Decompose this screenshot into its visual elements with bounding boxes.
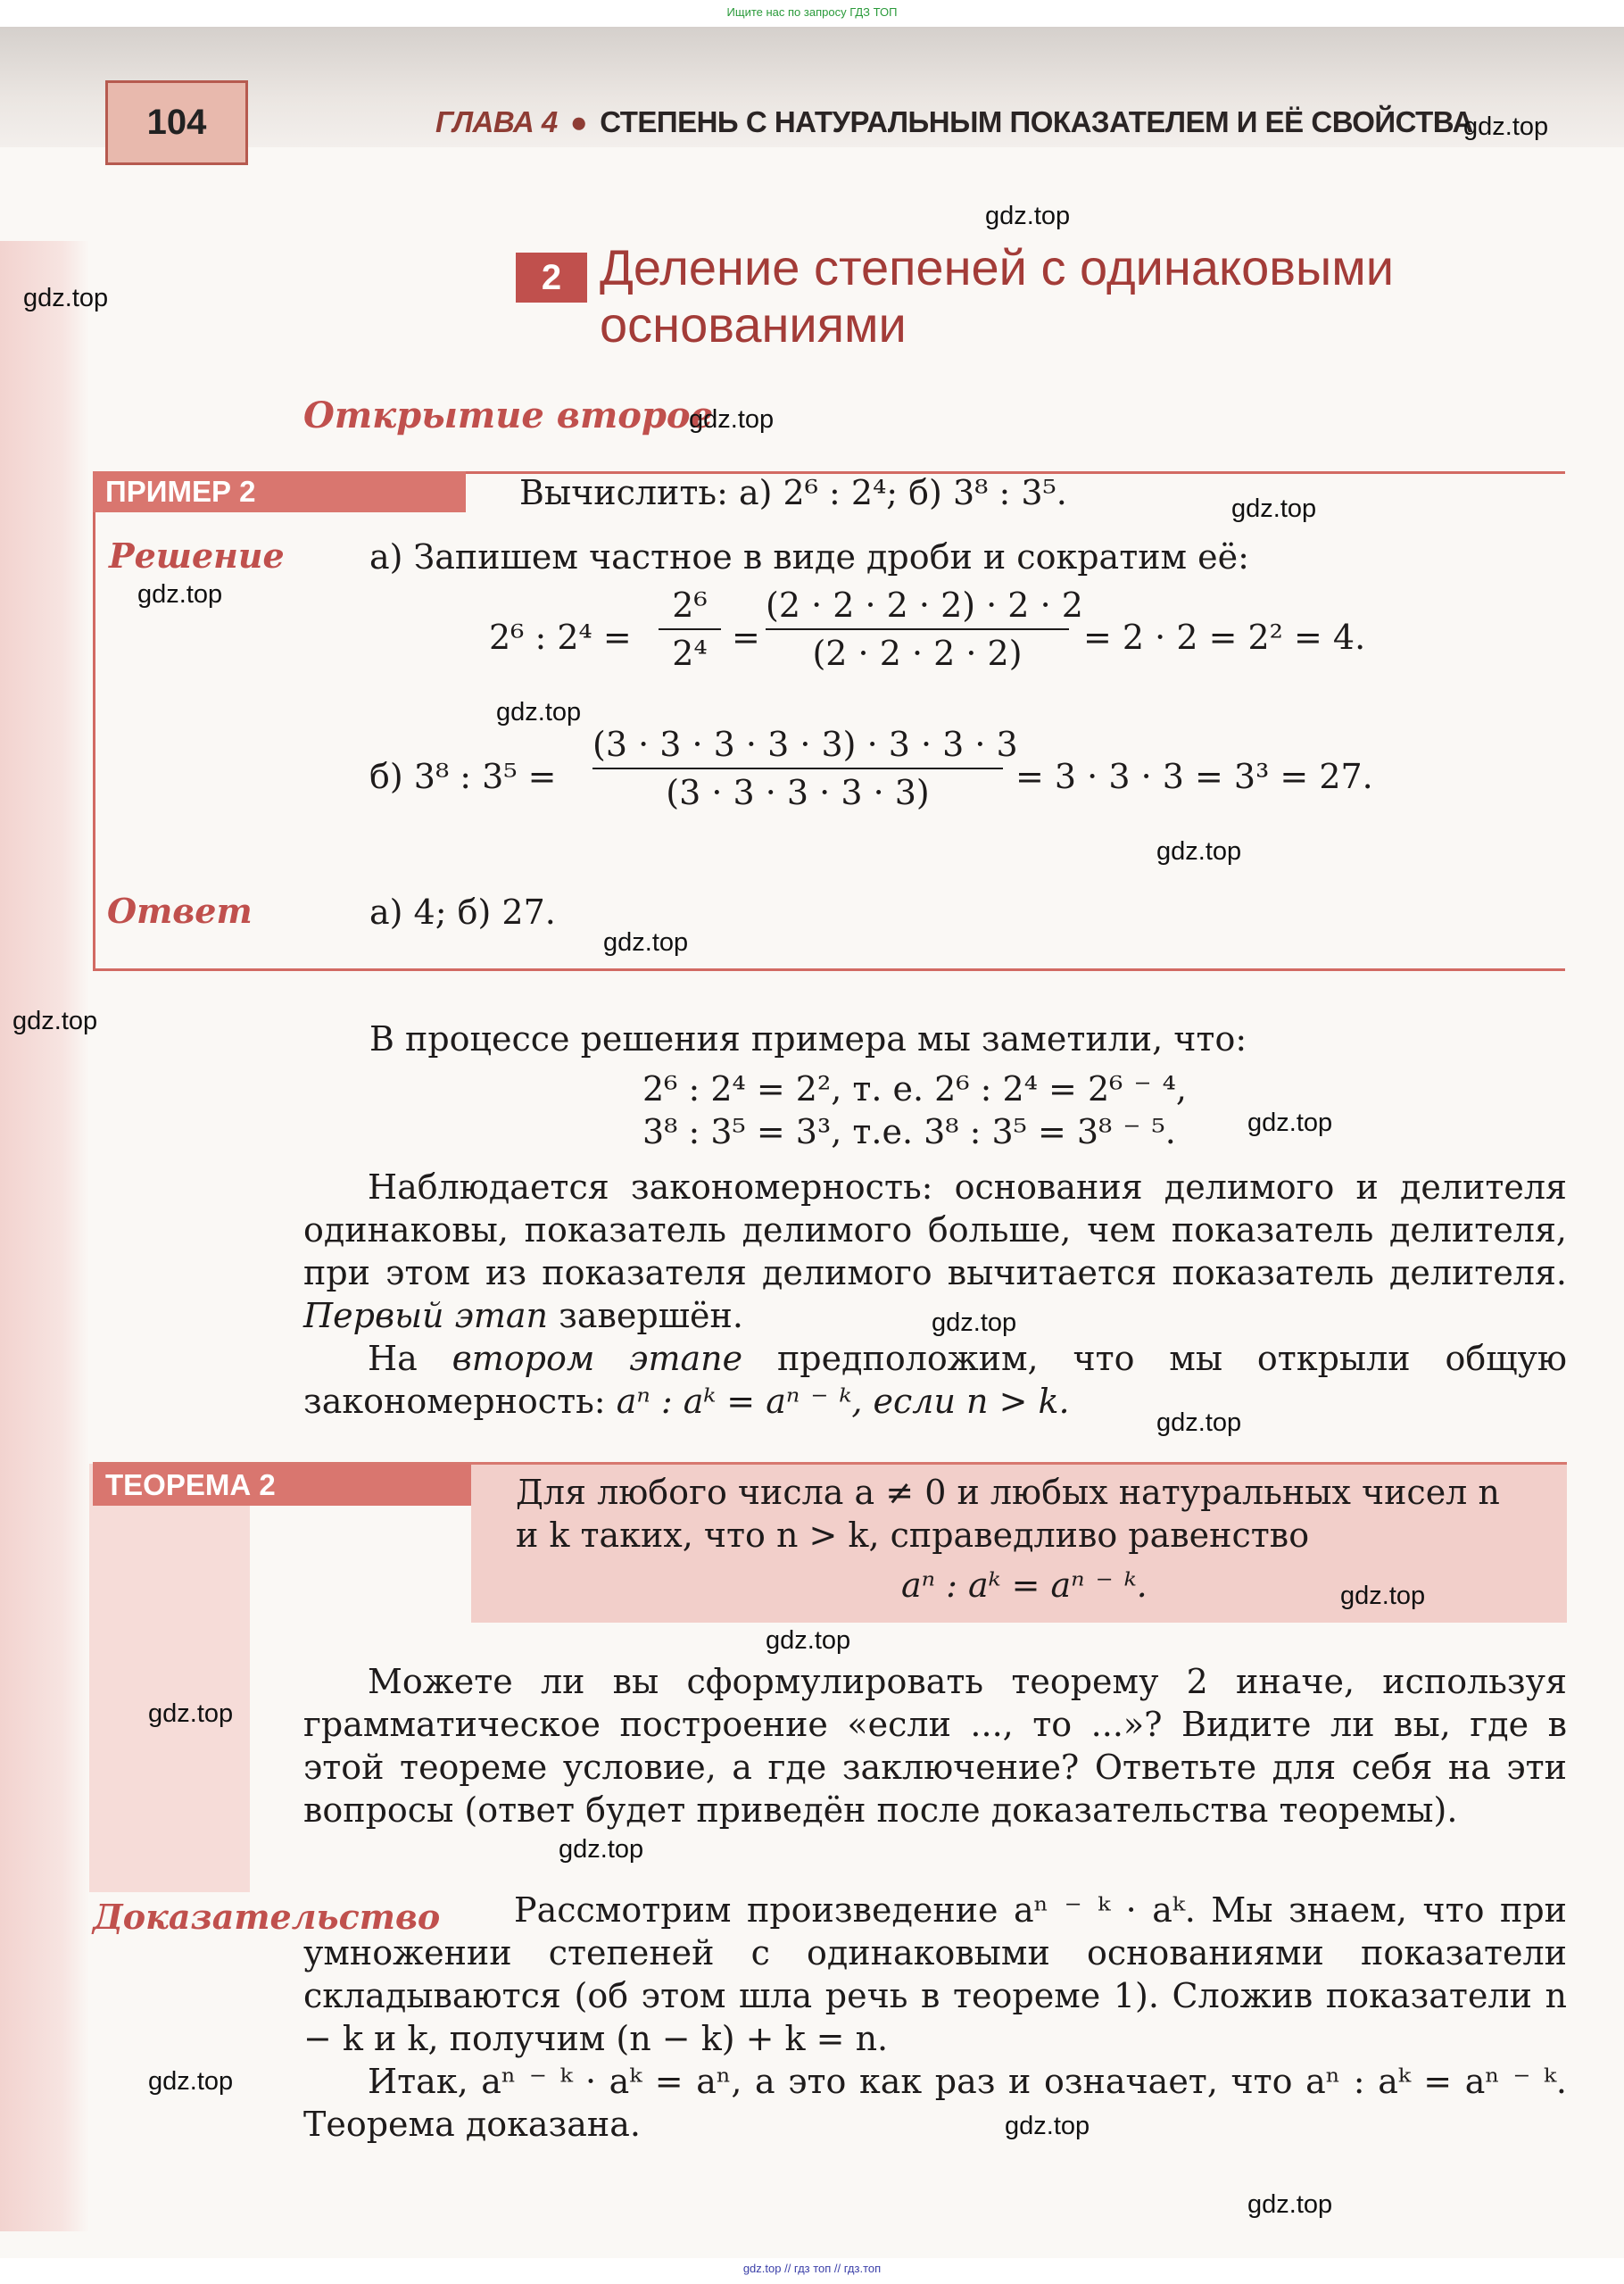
- watermark: gdz.top: [1005, 2112, 1090, 2140]
- question-paragraph: [303, 1660, 1567, 1831]
- watermark: gdz.top: [12, 1007, 98, 1035]
- watermark: gdz.top: [148, 2067, 234, 2096]
- section-subtitle: Открытие второе: [303, 395, 714, 436]
- answer-label: Ответ: [107, 891, 253, 931]
- equals-sign: =: [732, 618, 760, 657]
- watermark: gdz.top: [496, 698, 582, 727]
- paragraph2-start: На: [368, 1339, 418, 1378]
- eq-b-num: (3 · 3 · 3 · 3 · 3) · 3 · 3 · 3: [592, 725, 1018, 764]
- eq-a-left: 2⁶ : 2⁴ =: [489, 618, 632, 657]
- left-margin-strip: [0, 241, 89, 2231]
- watermark: gdz.top: [603, 928, 689, 957]
- watermark: gdz.top: [1340, 1582, 1426, 1610]
- paragraph1-italic: Первый этап: [303, 1296, 549, 1335]
- watermark: gdz.top: [1156, 1408, 1242, 1437]
- observation-line2: 3⁸ : 3⁵ = 3³, т.е. 3⁸ : 3⁵ = 3⁸ ⁻ ⁵.: [642, 1112, 1176, 1151]
- observation-line1: 2⁶ : 2⁴ = 2², т. е. 2⁶ : 2⁴ = 2⁶ ⁻ ⁴,: [642, 1069, 1187, 1109]
- watermark: gdz.top: [1247, 2190, 1333, 2219]
- theorem-tag: ТЕОРЕМА 2: [93, 1465, 471, 1506]
- eq-b-right: = 3 · 3 · 3 = 3³ = 27.: [1015, 757, 1373, 796]
- theorem-line1: Для любого числа a ≠ 0 и любых натуральных чисел n: [516, 1473, 1500, 1512]
- watermark: gdz.top: [689, 405, 775, 434]
- watermark: gdz.top: [932, 1308, 1017, 1337]
- paragraph2-formula: aⁿ : aᵏ = aⁿ ⁻ ᵏ, если n > k.: [616, 1382, 1070, 1421]
- section-title-line2: основаниями: [600, 296, 907, 353]
- proof-text2: Итак, aⁿ ⁻ ᵏ · aᵏ = aⁿ, а это как раз и означает, что aⁿ : aᵏ = aⁿ ⁻ ᵏ. Теорема доказана.: [303, 2062, 1567, 2144]
- paragraph1-end: завершён.: [559, 1296, 743, 1335]
- eq-a-frac1-den: 2⁴: [672, 634, 708, 673]
- watermark: gdz.top: [23, 284, 109, 312]
- solution-a-intro: а) Запишем частное в виде дроби и сократим её:: [369, 537, 1249, 577]
- proof-text1: Рассмотрим произведение aⁿ ⁻ ᵏ · aᵏ. Мы знаем, что при умножении степеней с одинаковыми основаниями показатели складываются (об этом шла речь в теореме 1). Сложив показатели n − k и k, получим (n − k) + k = n.: [303, 1890, 1567, 2058]
- section-title-line1: Деление степеней с одинаковыми: [600, 239, 1395, 295]
- observation-intro: В процессе решения примера мы заметили, что:: [369, 1019, 1247, 1059]
- left-margin-block: [89, 1464, 250, 1892]
- watermark: gdz.top: [985, 202, 1071, 230]
- eq-b-left: б) 3⁸ : 3⁵ =: [369, 757, 557, 796]
- eq-a-frac1-num: 2⁶: [672, 586, 708, 625]
- eq-a-right: = 2 · 2 = 2² = 4.: [1083, 618, 1366, 657]
- eq-a-fraction-1: [659, 586, 721, 673]
- eq-b-den: (3 · 3 · 3 · 3 · 3): [666, 773, 930, 812]
- page-number: 104: [105, 80, 248, 165]
- watermark: gdz.top: [1156, 837, 1242, 866]
- proof-paragraph-1: [303, 1889, 1567, 2060]
- eq-a-frac2-num: (2 · 2 · 2 · 2) · 2 · 2: [766, 586, 1083, 625]
- watermark: gdz.top: [1231, 494, 1317, 523]
- eq-b-fraction: [592, 725, 1018, 812]
- watermark: gdz.top: [766, 1626, 851, 1655]
- paragraph2-rest: предположим, что мы открыли общую закономерность:: [303, 1339, 1567, 1421]
- paragraph2-italic: втором этапе: [452, 1339, 743, 1378]
- answer-text: а) 4; б) 27.: [369, 893, 556, 932]
- section-number: 2: [516, 253, 587, 303]
- watermark: gdz.top: [1247, 1109, 1333, 1137]
- paragraph1-text: Наблюдается закономерность: основания делимого и делителя одинаковы, показатель делимого больше, чем показатель делителя, при этом из показателя делимого вычитается показатель делителя.: [303, 1167, 1567, 1292]
- chapter-header: [435, 105, 1473, 139]
- bottom-banner: gdz.top // гдз топ // гдз.топ: [742, 2262, 882, 2275]
- chapter-label: ГЛАВА 4: [435, 105, 558, 138]
- theorem-formula: aⁿ : aᵏ = aⁿ ⁻ ᵏ.: [901, 1566, 1148, 1605]
- watermark: gdz.top: [1463, 112, 1549, 141]
- eq-a-fraction-2: [766, 586, 1083, 673]
- chapter-title: СТЕПЕНЬ С НАТУРАЛЬНЫМ ПОКАЗАТЕЛЕМ И ЕЁ СВОЙСТВА: [600, 105, 1473, 138]
- section-title: [600, 239, 1581, 353]
- watermark: gdz.top: [559, 1835, 644, 1864]
- bullet-icon: ●: [569, 105, 588, 138]
- example-task: Вычислить: а) 2⁶ : 2⁴; б) 3⁸ : 3⁵.: [519, 473, 1067, 512]
- question-text: Можете ли вы сформулировать теорему 2 иначе, используя грамматическое построение «если ..., то ...»? Видите ли вы, где в этой теореме условие, а где заключение? Ответьте для себя на эти вопросы (ответ будет приведён после доказательства теоремы).: [303, 1662, 1567, 1830]
- proof-paragraph-2: [303, 2060, 1567, 2146]
- example-tag: ПРИМЕР 2: [93, 471, 466, 512]
- watermark: gdz.top: [137, 580, 223, 609]
- fraction-bar: [592, 768, 1003, 769]
- top-banner: Ищите нас по запросу ГДЗ ТОП: [726, 5, 898, 19]
- theorem-line2: и k таких, что n > k, справедливо равенство: [516, 1516, 1310, 1555]
- second-stage-paragraph: [303, 1337, 1567, 1423]
- proof-label: Доказательство: [93, 1897, 441, 1937]
- watermark: gdz.top: [148, 1699, 234, 1728]
- fraction-bar: [766, 628, 1069, 630]
- fraction-bar: [659, 628, 721, 630]
- solution-label: Решение: [109, 536, 285, 576]
- eq-a-frac2-den: (2 · 2 · 2 · 2): [812, 634, 1023, 673]
